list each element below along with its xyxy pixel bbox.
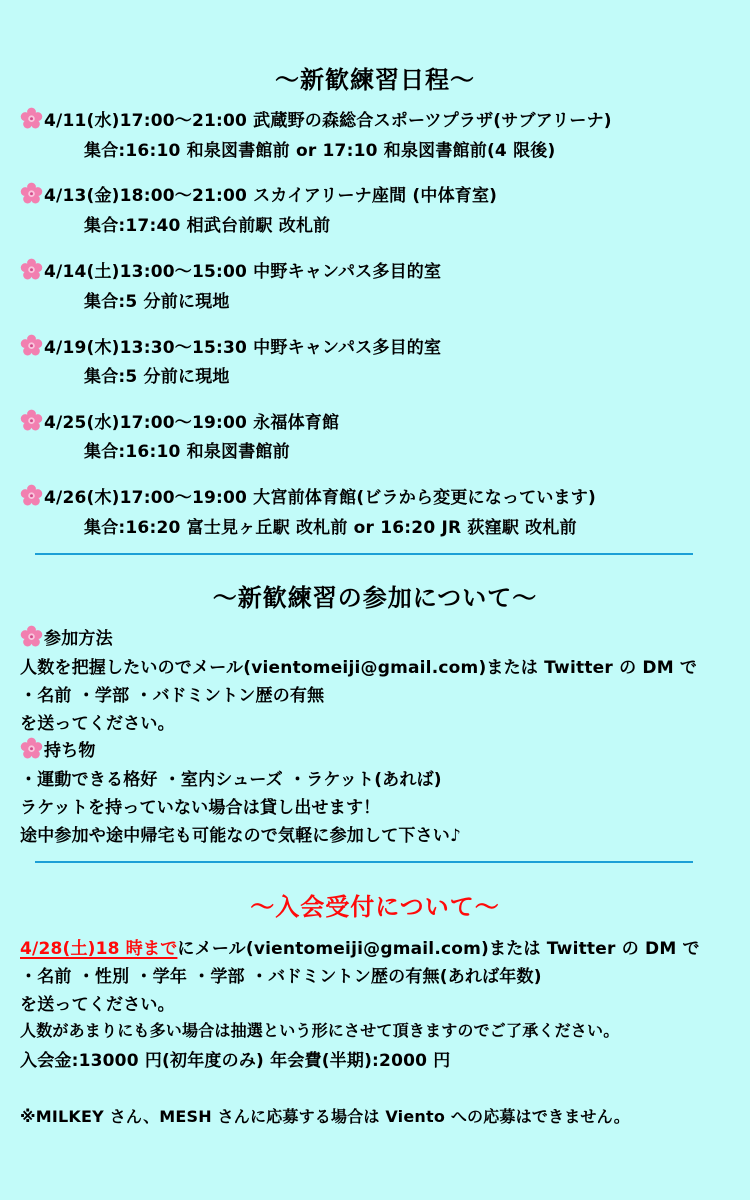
schedule-item-main: 4/26(木)17:00～19:00 大宮前体育館(ビラから変更になっています) bbox=[44, 488, 596, 508]
schedule-title: ～新歓練習日程～ bbox=[275, 66, 475, 94]
belongings-line: ラケットを持っていない場合は貸し出せます！ bbox=[20, 798, 381, 818]
schedule-item-meet: 集合:5 分前に現地 bbox=[84, 367, 230, 387]
schedule-item-meet: 集合:17:40 相武台前駅 改札前 bbox=[84, 216, 331, 236]
schedule-item-meet: 集合:16:10 和泉図書館前 or 17:10 和泉図書館前(4 限後) bbox=[84, 141, 556, 161]
enrollment-line: 人数があまりにも多い場合は抽選という形にさせて頂きますのでご了承ください。 bbox=[20, 1021, 620, 1040]
schedule-item bbox=[20, 408, 339, 433]
schedule-item-main: 4/14(土)13:00～15:00 中野キャンパス多目的室 bbox=[44, 262, 442, 282]
enrollment-fee: 入会金:13000 円(初年度のみ) 年会費(半期):2000 円 bbox=[20, 1051, 451, 1071]
schedule-item bbox=[20, 483, 596, 508]
belongings-line: 途中参加や途中帰宅も可能なので気軽に参加して下さい♪ bbox=[20, 826, 462, 846]
belongings-heading: 持ち物 bbox=[44, 741, 96, 761]
enrollment-note: ※MILKEY さん、MESH さんに応募する場合は Viento への応募はできません。 bbox=[20, 1107, 630, 1126]
schedule-item-meet: 集合:5 分前に現地 bbox=[84, 292, 230, 312]
method-line: ・名前 ・学部 ・バドミントン歴の有無 bbox=[20, 686, 325, 706]
enrollment-line: ・名前 ・性別 ・学年 ・学部 ・バドミントン歴の有無(あれば年数) bbox=[20, 967, 542, 987]
belongings-heading-row bbox=[20, 736, 96, 761]
participation-title: ～新歓練習の参加について～ bbox=[212, 584, 538, 612]
schedule-item-main: 4/19(木)13:30～15:30 中野キャンパス多目的室 bbox=[44, 338, 442, 358]
enrollment-deadline: 4/28(土)18 時まで bbox=[20, 939, 178, 959]
cherry-blossom-icon bbox=[20, 625, 43, 648]
cherry-blossom-icon bbox=[20, 484, 43, 507]
cherry-blossom-icon bbox=[20, 182, 43, 205]
cherry-blossom-icon bbox=[20, 107, 43, 130]
cherry-blossom-icon bbox=[20, 334, 43, 357]
schedule-item bbox=[20, 181, 497, 206]
schedule-item bbox=[20, 106, 612, 131]
section-divider bbox=[35, 861, 693, 863]
schedule-item-main: 4/11(水)17:00～21:00 武蔵野の森総合スポーツプラザ(サブアリーナ) bbox=[44, 111, 612, 131]
enrollment-line-rest: にメール(vientomeiji@gmail.com)または Twitter の DM で bbox=[177, 939, 700, 959]
enrollment-title: ～入会受付について～ bbox=[250, 893, 500, 921]
enrollment-line bbox=[20, 934, 700, 959]
belongings-line: ・運動できる格好 ・室内シューズ ・ラケット(あれば) bbox=[20, 770, 442, 790]
schedule-item-main: 4/13(金)18:00～21:00 スカイアリーナ座間 (中体育室) bbox=[44, 186, 498, 206]
method-line: を送ってください。 bbox=[20, 714, 175, 734]
method-heading-row bbox=[20, 624, 113, 649]
cherry-blossom-icon bbox=[20, 737, 43, 760]
cherry-blossom-icon bbox=[20, 409, 43, 432]
section-divider bbox=[35, 553, 693, 555]
schedule-item-main: 4/25(水)17:00～19:00 永福体育館 bbox=[44, 413, 340, 433]
cherry-blossom-icon bbox=[20, 258, 43, 281]
method-line: 人数を把握したいのでメール(vientomeiji@gmail.com)または Twitter の DM で bbox=[20, 658, 698, 678]
schedule-item bbox=[20, 257, 441, 282]
schedule-item-meet: 集合:16:10 和泉図書館前 bbox=[84, 442, 290, 462]
method-heading: 参加方法 bbox=[44, 629, 113, 649]
schedule-item-meet: 集合:16:20 富士見ヶ丘駅 改札前 or 16:20 JR 荻窪駅 改札前 bbox=[84, 518, 577, 538]
schedule-item bbox=[20, 333, 441, 358]
enrollment-line: を送ってください。 bbox=[20, 995, 175, 1015]
